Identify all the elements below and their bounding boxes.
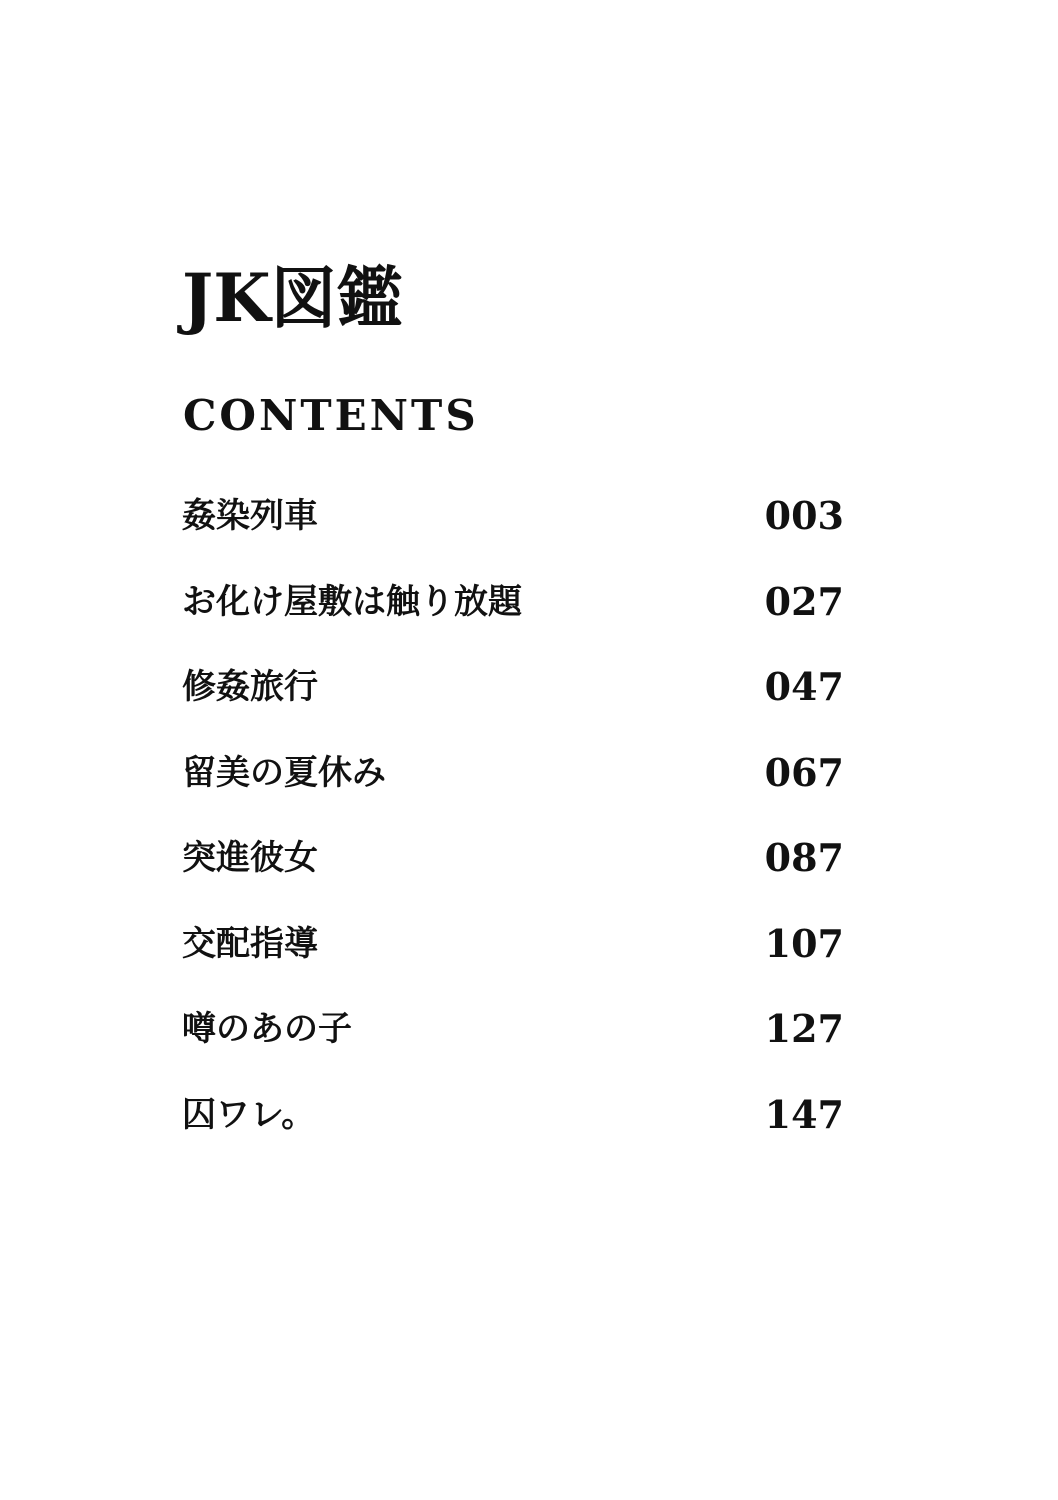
toc-entry-title: 囚ワレ。 [182, 1094, 316, 1135]
toc-entry-title: 留美の夏休み [182, 752, 386, 793]
toc-entry [182, 576, 844, 662]
table-of-contents [182, 490, 844, 1174]
toc-entry [182, 490, 844, 576]
toc-entry-page: 147 [764, 1091, 844, 1137]
toc-entry-title: 交配指導 [182, 923, 318, 964]
toc-entry-page: 067 [764, 749, 844, 795]
toc-entry-title: 姦染列車 [182, 496, 318, 536]
toc-entry-title: 噂のあの子 [182, 1009, 352, 1049]
toc-entry-page: 027 [764, 578, 844, 624]
toc-entry-page: 087 [764, 835, 844, 880]
book-title: JK図鑑 [182, 259, 403, 337]
toc-entry-title: 修姦旅行 [182, 667, 318, 707]
toc-entry [182, 1003, 844, 1089]
toc-entry-page: 107 [764, 920, 844, 966]
toc-entry-page: 047 [764, 664, 844, 709]
toc-entry-title: お化け屋敷は触り放題 [182, 581, 522, 622]
toc-entry-page: 003 [764, 493, 844, 538]
toc-entry-title: 突進彼女 [182, 838, 318, 878]
contents-heading: CONTENTS [183, 391, 479, 440]
toc-entry [182, 747, 844, 833]
toc-entry [182, 1089, 844, 1175]
toc-entry [182, 832, 844, 918]
toc-entry-page: 127 [764, 1006, 844, 1051]
toc-entry [182, 661, 844, 747]
toc-entry [182, 918, 844, 1004]
